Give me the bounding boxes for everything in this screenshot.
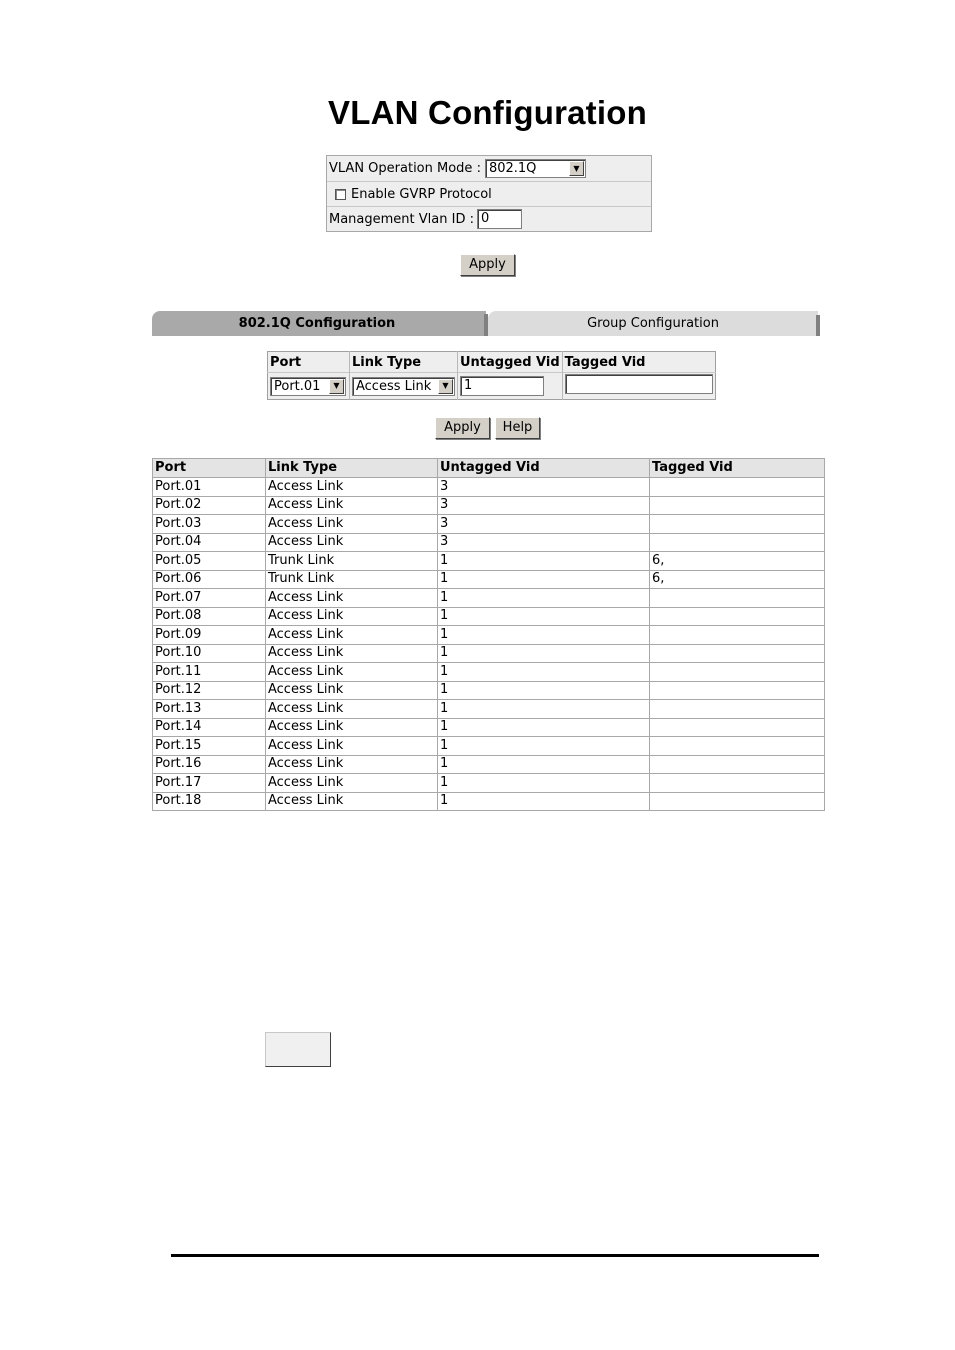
status-cell-tagged-vid (650, 533, 825, 552)
status-cell-link-type: Trunk Link (266, 552, 438, 571)
status-table-body (153, 478, 825, 811)
status-header-link-type: Link Type (266, 459, 438, 478)
status-header-tagged-vid: Tagged Vid (650, 459, 825, 478)
status-cell-untagged-vid: 1 (438, 792, 650, 811)
status-cell-link-type: Access Link (266, 792, 438, 811)
status-cell-link-type: Access Link (266, 774, 438, 793)
status-cell-port: Port.16 (153, 755, 266, 774)
status-cell-untagged-vid: 1 (438, 626, 650, 645)
port-edit-table (267, 351, 716, 400)
edit-header-tagged-vid: Tagged Vid (562, 352, 715, 373)
page-title: VLAN Configuration (328, 94, 647, 131)
status-cell-tagged-vid (650, 478, 825, 497)
status-cell-port: Port.04 (153, 533, 266, 552)
status-cell-port: Port.13 (153, 700, 266, 719)
status-cell-untagged-vid: 1 (438, 681, 650, 700)
status-cell-untagged-vid: 1 (438, 774, 650, 793)
status-cell-link-type: Access Link (266, 589, 438, 608)
edit-link-cell (350, 373, 458, 400)
status-cell-link-type: Access Link (266, 607, 438, 626)
operation-mode-select[interactable] (485, 159, 586, 178)
help-button[interactable]: Help (495, 417, 540, 439)
status-cell-port: Port.02 (153, 496, 266, 515)
tab-8021q-configuration[interactable]: 802.1Q Configuration (152, 311, 486, 336)
status-cell-tagged-vid (650, 792, 825, 811)
status-cell-untagged-vid: 1 (438, 644, 650, 663)
status-header-port: Port (153, 459, 266, 478)
status-cell-tagged-vid (650, 644, 825, 663)
table-row (153, 607, 825, 626)
status-cell-untagged-vid: 1 (438, 718, 650, 737)
table-row (153, 533, 825, 552)
status-cell-link-type: Access Link (266, 515, 438, 534)
vlan-settings-panel (326, 155, 652, 232)
link-type-select-value: Access Link (356, 378, 432, 394)
status-cell-untagged-vid: 3 (438, 496, 650, 515)
status-cell-port: Port.11 (153, 663, 266, 682)
status-cell-port: Port.14 (153, 718, 266, 737)
status-cell-link-type: Access Link (266, 533, 438, 552)
status-cell-untagged-vid: 1 (438, 663, 650, 682)
status-cell-port: Port.17 (153, 774, 266, 793)
edit-header-untagged-vid: Untagged Vid (458, 352, 563, 373)
operation-mode-label: VLAN Operation Mode : (329, 161, 481, 176)
status-cell-link-type: Access Link (266, 718, 438, 737)
status-cell-tagged-vid (650, 755, 825, 774)
status-cell-tagged-vid (650, 718, 825, 737)
status-cell-link-type: Access Link (266, 737, 438, 756)
status-cell-link-type: Access Link (266, 496, 438, 515)
gvrp-checkbox[interactable] (335, 189, 346, 200)
status-cell-port: Port.12 (153, 681, 266, 700)
port-select[interactable] (270, 377, 346, 396)
status-cell-tagged-vid (650, 737, 825, 756)
management-vlan-input[interactable]: 0 (477, 209, 522, 229)
table-row (153, 700, 825, 719)
status-header-row (153, 459, 825, 478)
status-cell-tagged-vid (650, 663, 825, 682)
operation-mode-value: 802.1Q (488, 161, 537, 176)
status-cell-link-type: Access Link (266, 644, 438, 663)
status-cell-tagged-vid: 6, (650, 552, 825, 571)
status-cell-link-type: Access Link (266, 626, 438, 645)
status-cell-untagged-vid: 3 (438, 478, 650, 497)
status-cell-port: Port.05 (153, 552, 266, 571)
blank-button[interactable] (265, 1032, 331, 1067)
status-cell-link-type: Access Link (266, 478, 438, 497)
status-cell-tagged-vid (650, 700, 825, 719)
table-row (153, 663, 825, 682)
management-vlan-row (327, 206, 651, 231)
table-row (153, 570, 825, 589)
table-row (153, 552, 825, 571)
apply-port-button[interactable]: Apply (435, 417, 490, 439)
status-cell-port: Port.01 (153, 478, 266, 497)
chevron-down-icon[interactable]: ▼ (329, 379, 344, 394)
link-type-select[interactable] (352, 377, 455, 396)
table-row (153, 681, 825, 700)
port-select-value: Port.01 (274, 378, 321, 394)
edit-tagged-cell (562, 373, 715, 400)
status-cell-link-type: Access Link (266, 755, 438, 774)
apply-settings-button[interactable]: Apply (460, 254, 515, 276)
status-cell-untagged-vid: 3 (438, 533, 650, 552)
table-row (153, 626, 825, 645)
status-cell-tagged-vid (650, 626, 825, 645)
status-cell-port: Port.09 (153, 626, 266, 645)
port-status-table (152, 458, 825, 811)
status-cell-tagged-vid (650, 681, 825, 700)
status-cell-port: Port.18 (153, 792, 266, 811)
status-cell-port: Port.03 (153, 515, 266, 534)
footer-rule (171, 1254, 819, 1257)
table-row (153, 478, 825, 497)
table-row (153, 755, 825, 774)
tab-group-configuration[interactable]: Group Configuration (488, 311, 818, 336)
untagged-vid-input[interactable]: 1 (460, 376, 544, 396)
status-cell-untagged-vid: 1 (438, 700, 650, 719)
status-cell-untagged-vid: 1 (438, 755, 650, 774)
chevron-down-icon[interactable]: ▼ (569, 161, 584, 176)
edit-header-link-type: Link Type (350, 352, 458, 373)
table-row (153, 496, 825, 515)
status-cell-port: Port.10 (153, 644, 266, 663)
status-cell-port: Port.08 (153, 607, 266, 626)
edit-input-row (268, 373, 716, 400)
status-cell-link-type: Access Link (266, 700, 438, 719)
tab-bar (152, 311, 822, 336)
status-cell-untagged-vid: 1 (438, 589, 650, 608)
chevron-down-icon[interactable]: ▼ (438, 379, 453, 394)
status-cell-untagged-vid: 1 (438, 607, 650, 626)
table-row (153, 718, 825, 737)
status-cell-link-type: Access Link (266, 663, 438, 682)
status-cell-tagged-vid (650, 607, 825, 626)
status-cell-link-type: Access Link (266, 681, 438, 700)
status-cell-tagged-vid: 6, (650, 570, 825, 589)
status-cell-tagged-vid (650, 774, 825, 793)
gvrp-label: Enable GVRP Protocol (351, 186, 492, 202)
status-cell-link-type: Trunk Link (266, 570, 438, 589)
gvrp-row (327, 181, 651, 206)
status-cell-tagged-vid (650, 515, 825, 534)
table-row (153, 589, 825, 608)
status-cell-tagged-vid (650, 496, 825, 515)
status-header-untagged-vid: Untagged Vid (438, 459, 650, 478)
table-row (153, 515, 825, 534)
edit-header-port: Port (270, 354, 302, 370)
status-cell-untagged-vid: 1 (438, 570, 650, 589)
status-cell-untagged-vid: 1 (438, 552, 650, 571)
table-row (153, 737, 825, 756)
status-cell-port: Port.06 (153, 570, 266, 589)
management-vlan-label: Management Vlan ID : (329, 211, 474, 227)
status-cell-untagged-vid: 3 (438, 515, 650, 534)
edit-port-cell (268, 373, 350, 400)
table-row (153, 774, 825, 793)
status-cell-tagged-vid (650, 589, 825, 608)
edit-header-row (268, 352, 716, 373)
operation-mode-row (327, 156, 651, 181)
status-cell-port: Port.15 (153, 737, 266, 756)
status-cell-untagged-vid: 1 (438, 737, 650, 756)
tagged-vid-input[interactable] (565, 374, 713, 394)
table-row (153, 644, 825, 663)
status-cell-port: Port.07 (153, 589, 266, 608)
table-row (153, 792, 825, 811)
edit-untagged-cell (458, 373, 563, 400)
